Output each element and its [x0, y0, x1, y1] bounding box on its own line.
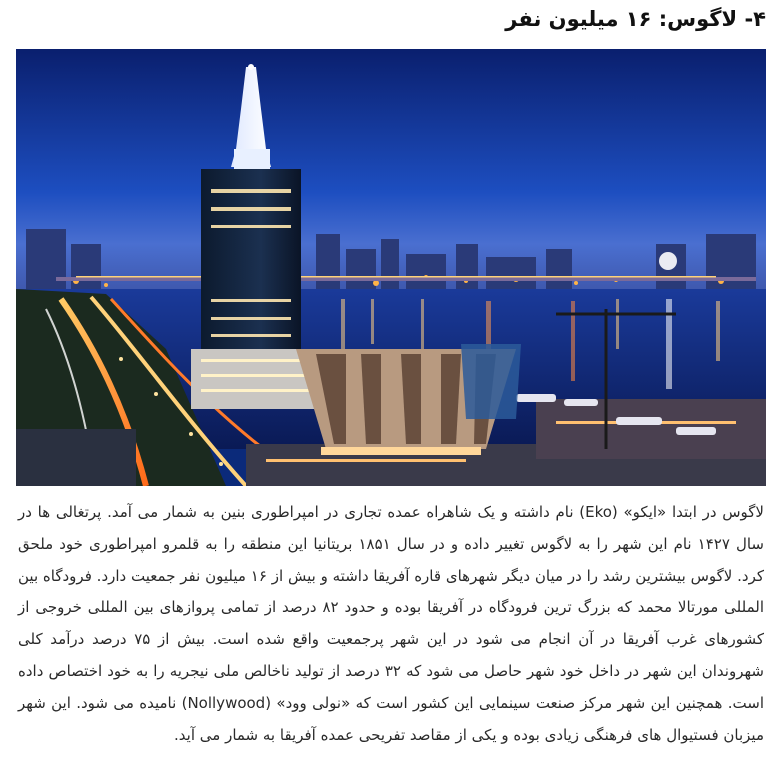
article-paragraph: لاگوس در ابتدا «ایکو» (Eko) نام داشته و یک شاهراه عمده تجاری در امپراطوری بنین به شمار می آمد. پرتغالی ها در سال ۱۴۲۷ نام این شهر را به لاگوس تغییر داده و در سال ۱۸۵۱ بریتانیا این منطقه را به قلمرو امپراطوری خود ملحق کرد. لاگوس بیشترین رشد را در میان دیگر شهرهای قاره آفریقا داشته و بیش از ۱۶ میلیون نفر جمعیت دارد. فرودگاه بین المللی مورتالا محمد که بزرگ ترین فرودگاه در آفریقا بوده و حدود ۸۲ درصد از تمامی پروازهای بین المللی خروجی از کشورهای غرب آفریقا در آن انجام می شود در این شهر پرجمعیت واقع شده است. بیش از ۷۵ درصد درآمد کلی شهروندان این شهر در داخل خود شهر حاصل می شود که ۳۲ درصد از تولید ناخالص ملی نیجریه را به خود اختصاص داده است. همچنین این شهر مرکز صنعت سینمایی این کشور است که «نولی وود» (Nollywood) نامیده می شود. این شهر میزبان فستیوال های فرهنگی زیادی بوده و یکی از مقاصد تفریحی عمده آفریقا به شمار می آید. [18, 503, 765, 744]
city-night-photo-icon [16, 49, 766, 486]
section-heading: ۴- لاگوس: ۱۶ میلیون نفر [505, 7, 766, 31]
lagos-night-photo [16, 49, 766, 486]
